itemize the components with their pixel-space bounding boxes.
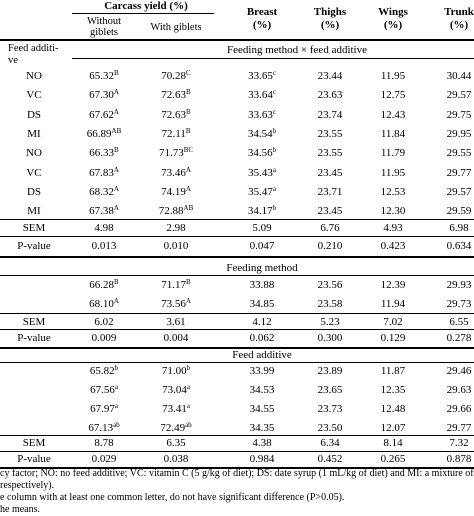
interaction-row-1-cell-c1: $65.32^B$ — [89, 69, 119, 82]
superscript-letter: a — [272, 185, 276, 193]
footnote-3: e column with at least one common letter, do not have significant difference (P>0.05). — [0, 492, 345, 503]
interaction-row-4-cell-c1: $66.89^{AB}$ — [86, 127, 122, 140]
header-with-giblets: With giblets — [150, 22, 202, 33]
sem-interaction-cell-c2: 2.98 — [166, 222, 186, 234]
p-feeding-cell-c5: 0.129 — [380, 332, 406, 344]
p-feeding-cell-c4: 0.300 — [317, 332, 343, 344]
interaction-row-2-cell-c1: $67.30^A$ — [89, 88, 119, 101]
section-feeding-top-rule — [0, 256, 474, 258]
interaction-row-2-cell-c2: $72.63^B$ — [161, 88, 191, 101]
feeding-row-2-cell-c3: 34.85 — [249, 298, 275, 310]
additive-row-1-cell-c5: 11.87 — [380, 365, 406, 377]
superscript-letter: B — [114, 146, 119, 154]
additive-row-2-cell-c5: 12.35 — [380, 384, 406, 396]
p-feeding-rule — [0, 329, 474, 330]
sem-feeding-cell-c2: 3.61 — [166, 316, 186, 328]
interaction-row-3-label: DS — [26, 109, 42, 121]
interaction-row-3-cell-c6: 29.75 — [446, 109, 472, 121]
sem-additive-label: SEM — [22, 437, 46, 449]
interaction-row-7-cell-c3: 35.47$^a$ — [248, 185, 276, 198]
section-feeding-rule — [0, 275, 474, 276]
carcass-yield-underline — [72, 13, 214, 14]
p-interaction-cell-c2: 0.010 — [163, 240, 189, 252]
p-interaction-cell-c1: 0.013 — [91, 240, 117, 252]
footnote-4: he means. — [0, 504, 40, 515]
superscript-letter: A — [185, 297, 191, 305]
p-interaction-cell-c4: 0.210 — [317, 240, 343, 252]
additive-row-4-cell-c5: 12.07 — [380, 422, 406, 434]
p-additive-rule — [0, 451, 474, 452]
additive-row-2-cell-c1: 67.56$^a$ — [90, 383, 118, 396]
superscript-letter: b — [272, 146, 277, 154]
superscript-letter: A — [113, 108, 119, 116]
sem-feeding-cell-c6: 6.55 — [449, 316, 469, 328]
interaction-row-6-cell-c6: 29.77 — [446, 167, 472, 179]
interaction-row-4-cell-c2: $72.11^B$ — [161, 127, 191, 140]
superscript-letter: AB — [111, 127, 122, 135]
footnote-1: cy factor; NO: no feed additive; VC: vitamin C (5 g/kg of diet); DS: date syrup (1 mL/kg of diet) and MI: a mixture of — [0, 468, 474, 479]
p-additive-cell-c1: 0.029 — [91, 453, 117, 465]
interaction-row-2-cell-c5: 12.75 — [380, 89, 406, 101]
additive-row-4-cell-c2: 72.49$^{ab}$ — [160, 421, 192, 434]
superscript-letter: b — [186, 364, 191, 372]
interaction-row-5-cell-c6: 29.55 — [446, 147, 472, 159]
p-additive-cell-c3: 0.984 — [249, 453, 275, 465]
additive-row-2-cell-c4: 23.65 — [317, 384, 343, 396]
superscript-letter: a — [186, 402, 190, 410]
superscript-letter: B — [185, 127, 191, 135]
interaction-row-7-cell-c6: 29.57 — [446, 186, 472, 198]
feeding-row-1-cell-c4: 23.56 — [317, 279, 343, 291]
p-interaction-label: P-value — [17, 240, 51, 252]
interaction-row-5-cell-c3: 34.56$^b$ — [247, 146, 277, 159]
header-without-giblets-2: giblets — [90, 27, 118, 38]
p-additive-label: P-value — [17, 453, 51, 465]
header-bottom-rule — [0, 39, 474, 41]
superscript-letter: B — [114, 69, 119, 77]
footnote-2: respectively). — [0, 480, 55, 491]
interaction-row-3-cell-c4: 23.74 — [317, 109, 343, 121]
interaction-row-3-cell-c3: 33.63$^c$ — [248, 108, 276, 121]
superscript-letter: a — [114, 383, 118, 391]
additive-row-3-cell-c3: 34.55 — [249, 403, 275, 415]
interaction-row-4-cell-c4: 23.55 — [317, 128, 343, 140]
additive-row-1-cell-c6: 29.46 — [446, 365, 472, 377]
interaction-row-6-cell-c2: $73.46^A$ — [161, 166, 191, 179]
sem-interaction-rule — [0, 219, 474, 220]
additive-row-3-cell-c1: 67.97$^a$ — [90, 402, 118, 415]
p-interaction-cell-c3: 0.047 — [249, 240, 275, 252]
sem-interaction-cell-c6: 6.98 — [449, 222, 469, 234]
interaction-row-1-cell-c6: 30.44 — [446, 70, 472, 82]
header-thighs: Thighs — [313, 6, 347, 18]
additive-row-3-cell-c5: 12.48 — [380, 403, 406, 415]
interaction-row-6-cell-c4: 23.45 — [317, 167, 343, 179]
feeding-row-2-cell-c1: $68.10^A$ — [89, 297, 119, 310]
feeding-row-2-cell-c4: 23.58 — [317, 298, 343, 310]
superscript-letter: A — [185, 166, 191, 174]
p-feeding-cell-c1: 0.009 — [91, 332, 117, 344]
superscript-letter: A — [185, 185, 191, 193]
feeding-row-1-cell-c2: $71.17^B$ — [161, 278, 191, 291]
sem-interaction-cell-c4: 6.76 — [320, 222, 340, 234]
section-additive-rule — [0, 362, 474, 363]
interaction-row-6-cell-c5: 11.95 — [380, 167, 406, 179]
superscript-letter: a — [114, 402, 118, 410]
p-additive-cell-c4: 0.452 — [317, 453, 343, 465]
superscript-letter: A — [113, 297, 119, 305]
superscript-letter: C — [186, 69, 191, 77]
interaction-row-1-label: NO — [26, 70, 42, 82]
interaction-row-3-cell-c1: $67.62^A$ — [89, 108, 119, 121]
superscript-letter: c — [272, 69, 276, 77]
header-breast-unit: (%) — [252, 19, 272, 31]
superscript-letter: A — [113, 88, 119, 96]
interaction-row-8-cell-c1: $67.38^A$ — [89, 204, 119, 217]
superscript-letter: AB — [183, 204, 194, 212]
interaction-row-8-cell-c6: 29.59 — [446, 205, 472, 217]
p-additive-cell-c5: 0.265 — [380, 453, 406, 465]
interaction-row-2-cell-c4: 23.63 — [317, 89, 343, 101]
additive-row-4-cell-c6: 29.77 — [446, 422, 472, 434]
interaction-row-6-cell-c1: $67.83^A$ — [89, 166, 119, 179]
additive-row-2-cell-c3: 34.53 — [249, 384, 275, 396]
sem-additive-cell-c3: 4.38 — [252, 437, 272, 449]
sem-additive-cell-c1: 8.78 — [94, 437, 114, 449]
interaction-row-2-cell-c3: 33.64$^c$ — [248, 88, 276, 101]
p-additive-cell-c6: 0.878 — [446, 453, 472, 465]
feeding-row-1-cell-c5: 12.39 — [380, 279, 406, 291]
header-wings: Wings — [378, 6, 408, 18]
superscript-letter: A — [113, 185, 119, 193]
feeding-row-2-cell-c2: $73.56^A$ — [161, 297, 191, 310]
interaction-row-1-cell-c2: $70.28^C$ — [161, 69, 191, 82]
interaction-row-7-cell-c1: $68.32^A$ — [89, 185, 119, 198]
sem-additive-rule — [0, 435, 474, 436]
header-trunk: Trunk — [444, 6, 474, 18]
feeding-row-1-cell-c6: 29.93 — [446, 279, 472, 291]
sem-feeding-cell-c1: 6.02 — [94, 316, 114, 328]
section-additive-title: Feed additive — [232, 349, 292, 361]
superscript-letter: A — [113, 166, 119, 174]
superscript-letter: c — [272, 108, 276, 116]
additive-row-1-cell-c2: 71.00$^b$ — [161, 364, 191, 377]
interaction-row-5-label: NO — [26, 147, 42, 159]
sem-feeding-label: SEM — [22, 316, 46, 328]
feeding-row-2-cell-c6: 29.73 — [446, 298, 472, 310]
sem-interaction-cell-c1: 4.98 — [94, 222, 114, 234]
p-interaction-rule — [0, 236, 474, 237]
sem-interaction-cell-c3: 5.09 — [252, 222, 272, 234]
section-interaction-title: Feeding method × feed additive — [227, 44, 367, 56]
p-interaction-cell-c6: 0.634 — [446, 240, 472, 252]
additive-row-1-cell-c1: 65.82$^b$ — [89, 364, 119, 377]
sem-feeding-rule — [0, 313, 474, 314]
sem-interaction-cell-c5: 4.93 — [383, 222, 403, 234]
sem-additive-cell-c4: 6.34 — [320, 437, 340, 449]
interaction-row-8-cell-c5: 12.30 — [380, 205, 406, 217]
superscript-letter: b — [272, 204, 277, 212]
interaction-row-2-cell-c6: 29.57 — [446, 89, 472, 101]
superscript-letter: c — [272, 88, 276, 96]
header-thighs-unit: (%) — [320, 19, 340, 31]
interaction-row-6-label: VC — [26, 167, 42, 179]
feeding-row-2-cell-c5: 11.94 — [380, 298, 406, 310]
interaction-row-7-label: DS — [26, 186, 42, 198]
sem-additive-cell-c5: 8.14 — [383, 437, 403, 449]
interaction-row-1-cell-c5: 11.95 — [380, 70, 406, 82]
sem-interaction-label: SEM — [22, 222, 46, 234]
additive-row-4-cell-c1: 67.13$^{ab}$ — [88, 421, 120, 434]
interaction-row-8-label: MI — [27, 205, 41, 217]
interaction-row-2-label: VC — [26, 89, 42, 101]
header-wings-unit: (%) — [383, 19, 403, 31]
header-without-giblets: Without — [87, 16, 121, 27]
interaction-row-1-cell-c3: 33.65$^c$ — [248, 69, 276, 82]
feeding-row-1-cell-c1: $66.28^B$ — [89, 278, 119, 291]
sem-feeding-cell-c5: 7.02 — [383, 316, 403, 328]
interaction-row-4-label: MI — [27, 128, 41, 140]
section-interaction-rule — [72, 58, 474, 59]
interaction-row-5-cell-c2: $71.73^{BC}$ — [158, 146, 194, 159]
additive-row-3-cell-c6: 29.66 — [446, 403, 472, 415]
additive-row-1-cell-c4: 23.89 — [317, 365, 343, 377]
interaction-row-5-cell-c1: $66.33^B$ — [89, 146, 119, 159]
p-feeding-label: P-value — [17, 332, 51, 344]
interaction-row-8-cell-c3: 34.17$^b$ — [247, 204, 277, 217]
interaction-row-7-cell-c5: 12.53 — [380, 186, 406, 198]
feeding-row-1-cell-c3: 33.88 — [249, 279, 275, 291]
additive-row-4-cell-c4: 23.50 — [317, 422, 343, 434]
sem-feeding-cell-c4: 5.23 — [320, 316, 340, 328]
interaction-row-4-cell-c3: 34.54$^b$ — [247, 127, 277, 140]
interaction-row-4-cell-c5: 11.84 — [380, 128, 406, 140]
p-additive-cell-c2: 0.038 — [163, 453, 189, 465]
superscript-letter: BC — [183, 146, 194, 154]
p-feeding-cell-c2: 0.004 — [163, 332, 189, 344]
additive-row-2-cell-c6: 29.63 — [446, 384, 472, 396]
section-feeding-title: Feeding method — [226, 262, 298, 274]
header-breast: Breast — [246, 6, 278, 18]
superscript-letter: B — [186, 108, 191, 116]
header-trunk-unit: (%) — [449, 19, 469, 31]
superscript-letter: a — [272, 166, 276, 174]
superscript-letter: ab — [185, 421, 192, 429]
interaction-row-4-cell-c6: 29.95 — [446, 128, 472, 140]
interaction-row-7-cell-c2: $74.19^A$ — [161, 185, 191, 198]
additive-row-4-cell-c3: 34.35 — [249, 422, 275, 434]
interaction-row-3-cell-c2: $72.63^B$ — [161, 108, 191, 121]
additive-row-2-cell-c2: 73.04$^a$ — [162, 383, 190, 396]
superscript-letter: B — [114, 278, 119, 286]
header-carcass-yield: Carcass yield (%) — [104, 0, 188, 12]
additive-row-3-cell-c4: 23.73 — [317, 403, 343, 415]
interaction-row-5-cell-c5: 11.79 — [380, 147, 406, 159]
p-feeding-cell-c6: 0.278 — [446, 332, 472, 344]
superscript-letter: b — [272, 127, 277, 135]
p-interaction-cell-c5: 0.423 — [380, 240, 406, 252]
superscript-letter: ab — [113, 421, 120, 429]
interaction-row-3-cell-c5: 12.43 — [380, 109, 406, 121]
superscript-letter: b — [114, 364, 119, 372]
additive-row-1-cell-c3: 33.99 — [249, 365, 275, 377]
interaction-row-8-cell-c4: 23.45 — [317, 205, 343, 217]
superscript-letter: B — [186, 278, 191, 286]
sem-additive-cell-c2: 6.35 — [166, 437, 186, 449]
sem-additive-cell-c6: 7.32 — [449, 437, 469, 449]
superscript-letter: a — [186, 383, 190, 391]
header-feed-additive: Feed additi- — [8, 43, 59, 54]
header-feed-additive-2: ve — [8, 55, 18, 66]
p-feeding-cell-c3: 0.062 — [249, 332, 275, 344]
interaction-row-8-cell-c2: $72.88^{AB}$ — [158, 204, 194, 217]
superscript-letter: B — [186, 88, 191, 96]
interaction-row-5-cell-c4: 23.55 — [317, 147, 343, 159]
interaction-row-7-cell-c4: 23.71 — [317, 186, 343, 198]
additive-row-3-cell-c2: 73.41$^a$ — [162, 402, 190, 415]
superscript-letter: A — [113, 204, 119, 212]
interaction-row-1-cell-c4: 23.44 — [317, 70, 343, 82]
sem-feeding-cell-c3: 4.12 — [252, 316, 272, 328]
interaction-row-6-cell-c3: 35.43$^a$ — [248, 166, 276, 179]
